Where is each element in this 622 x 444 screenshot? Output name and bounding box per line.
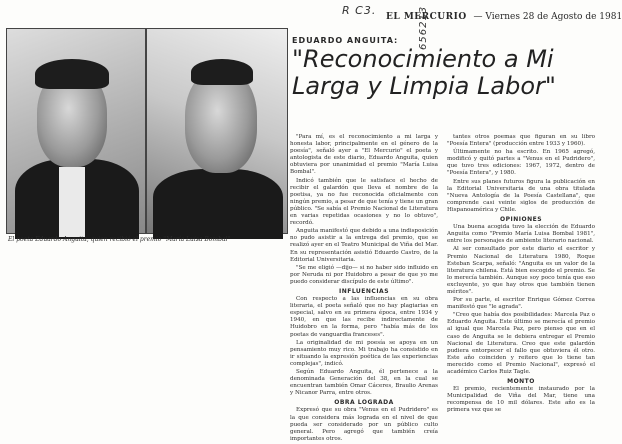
- section-heading: MONTO: [507, 378, 535, 386]
- portrait-photo-right: [146, 28, 288, 234]
- paragraph: Expresó que su obra "Venus en el Pudridero" es la que considera más lograda en el nivel de que pueda ser considerado por un público culto general. Pero agregó que también creía importantes otros.: [290, 407, 438, 442]
- paragraph: Según Eduardo Anguita, él pertenece a la denominada Generación del 38, en la cual se encuentran también Omar Cáceres, Braulio Arenas y Nicanor Parra, entre otros.: [290, 369, 438, 397]
- paragraph: Con respecto a las influencias en su obra literaria, el poeta señaló que no hay plagiarias en especial, salvo en su primera época, entre 1934 y 1940, en que las recibe indirectamente de Huidobro en la forma, pero "había más de los poetas de vanguardia franceses".: [290, 296, 438, 338]
- paragraph: tantes otros poemas que figuran en su libro "Poesía Entera" (producción entre 1933 y 1960).: [447, 134, 595, 148]
- hair-shape: [35, 59, 109, 89]
- paragraph: Anguita manifestó que debido a una indisposición no pudo asistir a la entrega del premio, que se realizó ayer en el Teatro Municipal de Viña del Mar. En su representación asistió Eduardo Castro, de la Editorial Universitaria.: [290, 228, 438, 263]
- article-headline: "Reconocimiento a Mi Larga y Limpia Labor": [292, 45, 556, 100]
- paragraph: La originalidad de mi poesía se apoya en un pensamiento muy rico. Mi trabajo ha consistido en ir situando la expresión poética de las experiencias complejas", indicó.: [290, 339, 438, 367]
- paragraph: "Se me eligió —dijo— si no haber sido influido en por Neruda ni por Huidobro a pesar de que yo me puedo considerar discípulo de este último".: [290, 264, 438, 285]
- paragraph: Una buena acogida tuvo la elección de Eduardo Anguita como "Premio María Luisa Bombal 1981", entre los personajes de ambiente literario nacional.: [447, 224, 595, 245]
- hair-shape: [191, 59, 253, 85]
- paragraph: Últimamente no ha escrito. En 1965 agregó, modificó y quitó partes a "Venus en el Pudridero", que tuvo tres ediciones: 1967, 1972, dentro de "Poesía Entera", y 1980.: [447, 149, 595, 177]
- masthead: [386, 12, 622, 22]
- paragraph: "Creo que había dos posibilidades: Marcela Paz o Eduardo Anguita. Este último se merecía el premio al igual que Marcela Paz, pero pienso que en el caso de Anguita se le debiera entregar el Premio Nacional de Literatura. Creo que este galardón pudiera entorpecer el fallo que obtuviera él otro. Este año coinciden y reitero que lo tiene tan merecido como el Premio Nacional", expresó el académico Carlos Ruiz Tagle.: [447, 312, 595, 375]
- handwritten-note: R C3.: [342, 4, 377, 17]
- issue-date: — Viernes 28 de Agosto de 1981: [473, 12, 622, 22]
- article-column-1: [290, 134, 438, 444]
- jacket-shape: [153, 169, 283, 239]
- paragraph: El premio, recientemente instaurado por la Municipalidad de Viña del Mar, tiene una recompensa de 10 mil dólares. Este año es la primera vez que se: [447, 386, 595, 414]
- newspaper-name: EL MERCURIO: [386, 12, 467, 22]
- paragraph: Indicó también que le satisface el hecho de recibir el galardón que lleva el nombre de la poetisa, ya no fue reconocida oficialmente con ningún premio, a pesar de que tenía y tiene un gran público. "Se sabía el Premio Nacional de Literatura en varias repetidas ocasiones y no lo obtuvo", recordó.: [290, 177, 438, 227]
- paragraph: Por su parte, el escritor Enrique Gómez Correa manifestó que "le agrada".: [447, 297, 595, 311]
- article-kicker: EDUARDO ANGUITA:: [292, 36, 399, 45]
- paragraph: "Para mí, es el reconocimiento a mi larga y honesta labor, principalmente en el género de la poesía", señaló ayer a "El Mercurio" el poeta y antologista de este diario, Eduardo Anguita, quien obtuviera por unanimidad el premio "María Luisa Bombal".: [290, 134, 438, 176]
- paragraph: Al ser consultado por este diario el escritor y Premio Nacional de Literatura 1980, Roque Esteban Scarpa, señaló: "Anguita es un valor de la literatura chilena. Está bien escogido el premio. Se lo merecía también. Aunque soy poco tenía que eso excluyente, yo que hay otros que también tienen méritos".: [447, 246, 595, 295]
- portrait-photo-left: [6, 28, 146, 234]
- shirt-shape: [59, 167, 85, 237]
- handwritten-code: 656213: [418, 5, 429, 50]
- paragraph: Entre sus planes futuros figura la publicación en la Editorial Universitaria de una obra titulada "Nueva Antología de la Poesía Castellana", que comprende casi veinte siglos de producción de Hispanoamérica y Chile.: [447, 178, 595, 213]
- section-heading: OPINIONES: [499, 216, 543, 224]
- section-heading: OBRA LOGRADA: [334, 399, 394, 407]
- section-heading: INFLUENCIAS: [338, 287, 390, 295]
- article-column-2: [447, 134, 595, 416]
- photo-caption: El poeta Eduardo Anguita, quien recibió el premio "María Luisa Bombal": [8, 236, 231, 243]
